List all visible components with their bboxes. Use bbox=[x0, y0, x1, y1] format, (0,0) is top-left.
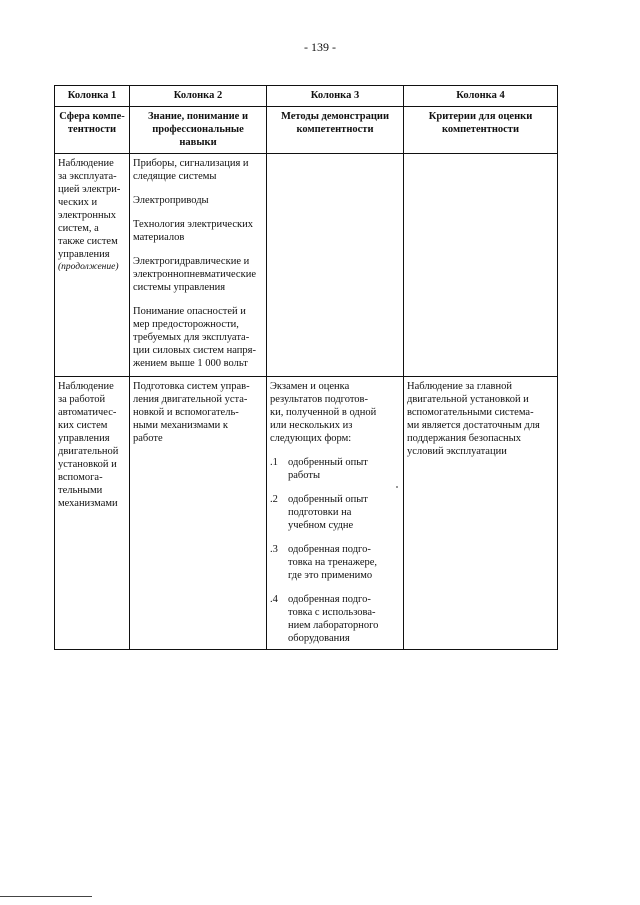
header-knowledge-skills: Знание, понимание и профессиональные навыки bbox=[130, 107, 267, 154]
column-number-2: Колонка 2 bbox=[130, 86, 267, 107]
list-item: .3 одобренная подго- товка на тренажере, где это применимо bbox=[270, 544, 378, 581]
knowledge-paragraph: Понимание опасностей и мер предосторожности, требуемых для эксплуата- ции силовых систем напря- жением выше 1 000 вольт bbox=[133, 306, 256, 369]
row1-methods-cell bbox=[267, 154, 404, 377]
competence-table bbox=[54, 85, 558, 650]
column-number-row bbox=[55, 86, 558, 107]
row2-criteria-cell: Наблюдение за главной двигательной установкой и вспомогательными система- ми является достаточным для поддержания безопасных условий эксплуатации bbox=[404, 377, 558, 650]
table-row bbox=[55, 154, 558, 377]
knowledge-paragraph: Электроприводы bbox=[133, 195, 209, 206]
column-number-1: Колонка 1 bbox=[55, 86, 130, 107]
footer-rule bbox=[0, 896, 92, 897]
item-number: .1 bbox=[270, 457, 278, 468]
item-number: .3 bbox=[270, 544, 278, 555]
list-item: .4 одобренная подго- товка с использова- нием лабораторного оборудования bbox=[270, 594, 379, 644]
row1-competence-cell: Наблюдение за эксплуата- цией электри- ческих и электронных систем, а также систем управления (продолжение) bbox=[55, 154, 130, 377]
knowledge-paragraph: Приборы, сигнализация и следящие системы bbox=[133, 158, 249, 182]
knowledge-paragraph: Электрогидравлические и электроннопневматические системы управления bbox=[133, 256, 256, 293]
item-number: .2 bbox=[270, 494, 278, 505]
header-competence-area: Сфера компе- тентности bbox=[55, 107, 130, 154]
continuation-note: (продолжение) bbox=[58, 262, 119, 272]
item-number: .4 bbox=[270, 594, 278, 605]
row1-criteria-cell bbox=[404, 154, 558, 377]
header-evaluation-criteria: Критерии для оценки компетентности bbox=[404, 107, 558, 154]
list-item: .2 одобренный опыт подготовки на учебном судне bbox=[270, 494, 368, 531]
row2-knowledge-cell: Подготовка систем управ- ления двигательной уста- новкой и вспомогатель- ными механизмами к работе bbox=[130, 377, 267, 650]
page-number: - 139 - bbox=[304, 40, 336, 54]
header-demonstration-methods: Методы демонстрации компетентности bbox=[267, 107, 404, 154]
column-number-4: Колонка 4 bbox=[404, 86, 558, 107]
row2-competence-cell: Наблюдение за работой автоматичес- ких систем управления двигательной установкой и вспомога- тельными механизмами bbox=[55, 377, 130, 650]
knowledge-paragraph: Технология электрических материалов bbox=[133, 219, 253, 243]
row2-methods-cell: Экзамен и оценка результатов подготов- ки, полученной в одной или нескольких из следующих форм: .1 одобренный опыт работы .2 одобренный опыт подготовки на учебном судне .3 одобренная подго- товка на тренажере, где это применимо .4 одобренная подго- товка с использова- нием лабораторного оборудования bbox=[267, 377, 404, 650]
table-row bbox=[55, 377, 558, 650]
column-number-3: Колонка 3 bbox=[267, 86, 404, 107]
scan-speck bbox=[396, 486, 398, 488]
row1-knowledge-cell bbox=[130, 154, 267, 377]
column-header-row bbox=[55, 107, 558, 154]
list-item: .1 одобренный опыт работы bbox=[270, 457, 368, 481]
